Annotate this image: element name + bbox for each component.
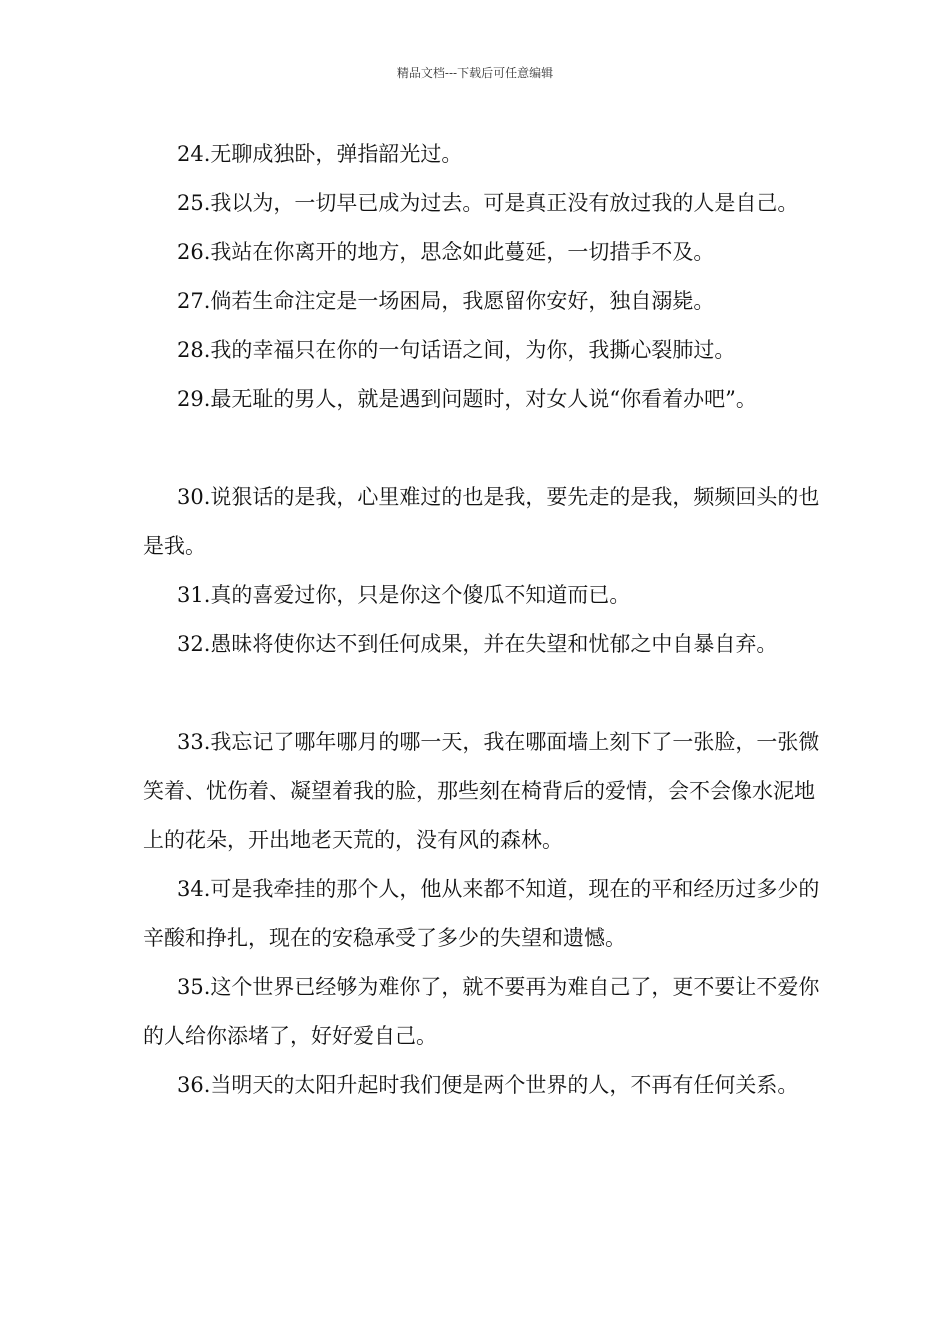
paragraph-27: 27.倘若生命注定是一场困局，我愿留你安好，独自溺毙。 (177, 289, 715, 313)
paragraph-36: 36.当明天的太阳升起时我们便是两个世界的人，不再有任何关系。 (177, 1073, 799, 1097)
paragraph-35: 35.这个世界已经够为难你了，就不要再为难自己了，更不要让不爱你的人给你添堵了，好好爱自己。 (143, 975, 820, 1048)
paragraph-31: 31.真的喜爱过你，只是你这个傻瓜不知道而已。 (177, 583, 631, 607)
paragraph-32: 32.愚昧将使你达不到任何成果，并在失望和忧郁之中自暴自弃。 (177, 632, 778, 656)
paragraph-33: 33.我忘记了哪年哪月的哪一天，我在哪面墙上刻下了一张脸，一张微笑着、忧伤着、凝望着我的脸，那些刻在椅背后的爱情，会不会像水泥地上的花朵，开出地老天荒的，没有风的森林。 (143, 730, 820, 852)
paragraph-34: 34.可是我牵挂的那个人，他从来都不知道，现在的平和经历过多少的辛酸和挣扎，现在的安稳承受了多少的失望和遗憾。 (143, 877, 820, 950)
paragraph-24: 24.无聊成独卧，弹指韶光过。 (177, 142, 463, 166)
paragraph-28: 28.我的幸福只在你的一句话语之间，为你，我撕心裂肺过。 (177, 338, 736, 362)
paragraph-26: 26.我站在你离开的地方，思念如此蔓延，一切措手不及。 (177, 240, 715, 264)
paragraph-30: 30.说狠话的是我，心里难过的也是我，要先走的是我，频频回头的也是我。 (143, 485, 820, 558)
paragraph-25: 25.我以为，一切早已成为过去。可是真正没有放过我的人是自己。 (177, 191, 799, 215)
page-header: 精品文档---下载后可任意编辑 (396, 66, 554, 80)
paragraph-spacer (143, 424, 823, 473)
paragraph-spacer (143, 669, 823, 718)
document-body (143, 130, 823, 1110)
paragraph-29: 29.最无耻的男人，就是遇到问题时，对女人说“你看着办吧”。 (177, 387, 757, 411)
